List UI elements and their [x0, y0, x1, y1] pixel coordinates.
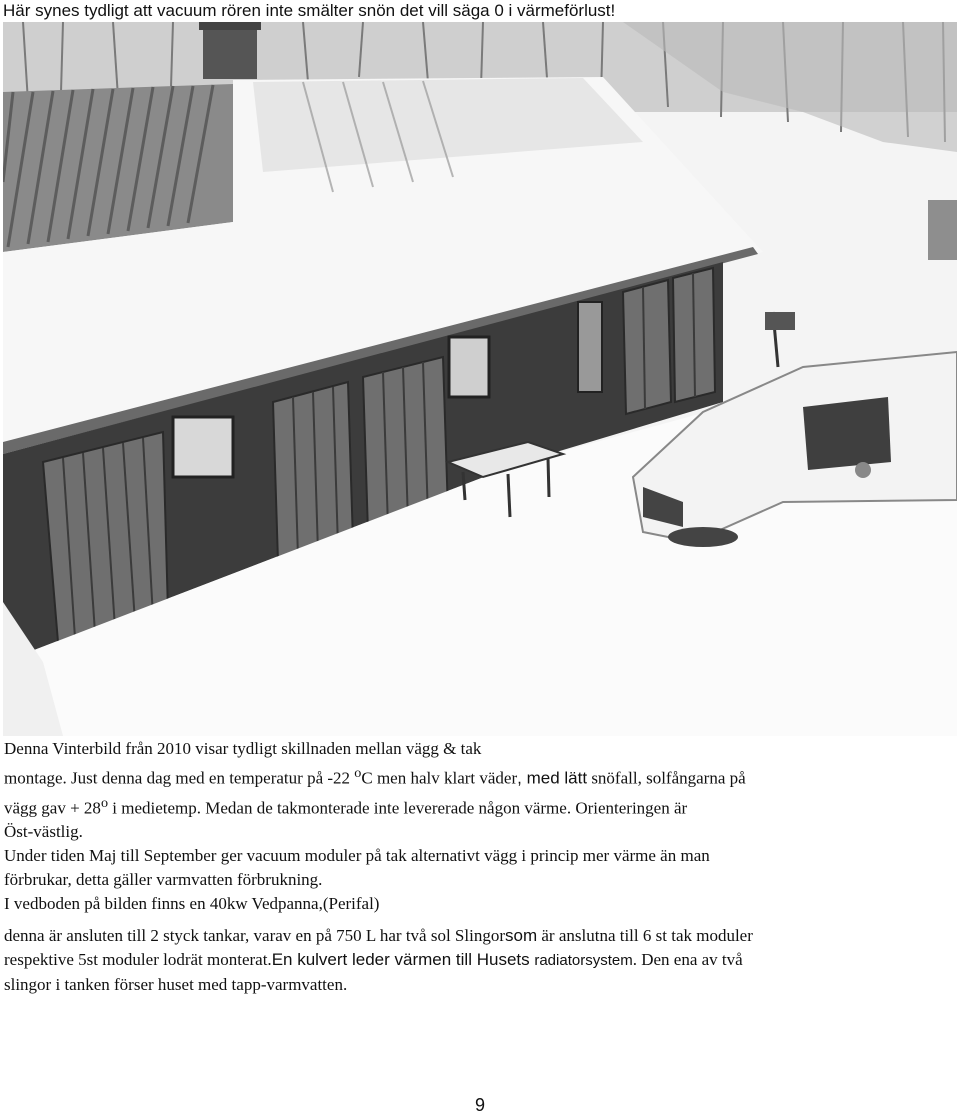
- text-line-7: I vedboden på bilden finns en 40kw Vedpanna,(Perifal): [4, 894, 380, 914]
- text-line-10: slingor i tanken förser huset med tapp-varmvatten.: [4, 975, 348, 995]
- text-line-9: respektive 5st moduler lodrät monterat.En kulvert leder värmen till Husets radiatorsystem. Den ena av två: [4, 950, 743, 970]
- text-line-4: Öst-västlig.: [4, 822, 83, 842]
- text-line-3: vägg gav + $28^o$ i medietemp. Medan de takmonterade inte levererade någon värme. Orienteringen är: [4, 794, 688, 818]
- page-number: 9: [474, 1095, 485, 1115]
- text-line-2: montage. Just denna dag med en temperatur på -22 $^o$C men halv klart väder, med lätt snöfall, solfångarna på: [4, 765, 746, 788]
- snow-shed-photo: [3, 22, 957, 736]
- text-line-5: Under tiden Maj till September ger vacuum moduler på tak alternativt vägg i princip mer värme än man: [4, 846, 710, 866]
- text-line-1: Denna Vinterbild från 2010 visar tydligt skillnaden mellan vägg & tak: [4, 739, 482, 758]
- text-line-6: förbrukar, detta gäller varmvatten förbrukning.: [4, 870, 323, 890]
- body-text: [4, 737, 944, 997]
- page-heading: Här synes tydligt att vacuum rören inte smälter snön det vill säga 0 i värmeförlust!: [3, 1, 616, 20]
- text-line-8: denna är ansluten till 2 styck tankar, varav en på 750 L har två sol Slingorsom är anslutna till 6 st tak moduler: [4, 926, 753, 946]
